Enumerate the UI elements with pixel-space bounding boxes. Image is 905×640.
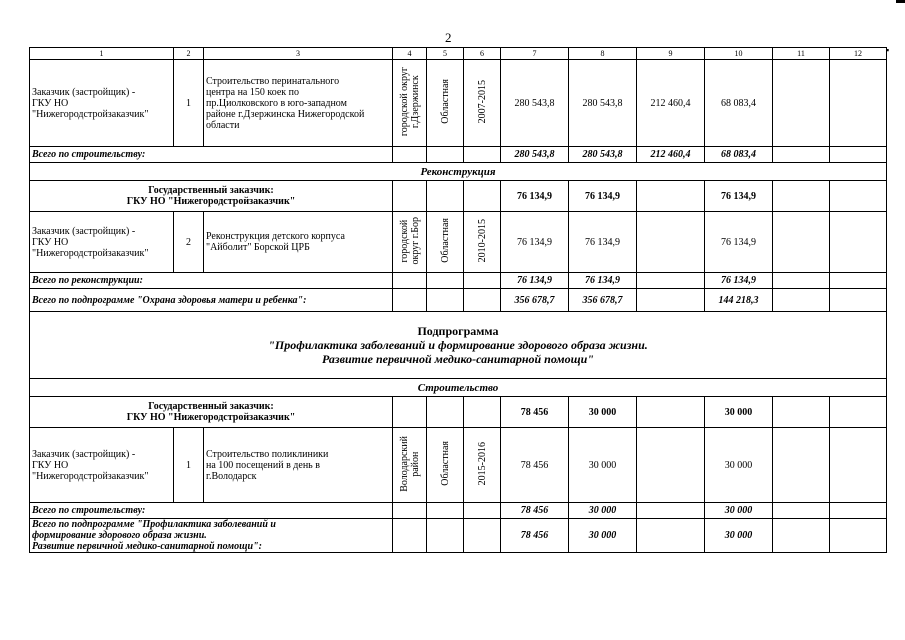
column-number: 3 bbox=[204, 48, 393, 60]
total-col8: 280 543,8 bbox=[569, 147, 637, 163]
total-row bbox=[30, 147, 887, 163]
empty-cell bbox=[464, 519, 501, 553]
value-col7: 76 134,9 bbox=[501, 212, 569, 273]
column-number: 10 bbox=[705, 48, 773, 60]
total-col10: 76 134,9 bbox=[705, 273, 773, 289]
empty-cell bbox=[773, 212, 830, 273]
column-number: 11 bbox=[773, 48, 830, 60]
total-col7: 78 456 bbox=[501, 503, 569, 519]
empty-cell bbox=[830, 273, 887, 289]
empty-cell bbox=[830, 147, 887, 163]
total-row bbox=[30, 503, 887, 519]
customer-cell: Заказчик (застройщик) - ГКУ НО "Нижегородстройзаказчик" bbox=[30, 428, 174, 503]
state-customer-label: Государственный заказчик: ГКУ НО "Нижегородстройзаказчик" bbox=[30, 397, 393, 428]
subprogram-total-label: Всего по подпрограмме "Профилактика заболеваний и формирование здорового образа жизни. Развитие первичной медико-санитарной помощи": bbox=[30, 519, 393, 553]
value-col7: 78 456 bbox=[501, 397, 569, 428]
value-col10: 30 000 bbox=[705, 397, 773, 428]
column-number: 1 bbox=[30, 48, 174, 60]
value-col8: 280 543,8 bbox=[569, 60, 637, 147]
municipality-cell bbox=[393, 428, 427, 503]
empty-cell bbox=[637, 181, 705, 212]
empty-cell bbox=[393, 519, 427, 553]
row-number: 1 bbox=[174, 428, 204, 503]
subprogram-heading bbox=[30, 312, 887, 379]
section-title: Строительство bbox=[30, 379, 887, 397]
municipality-cell bbox=[393, 212, 427, 273]
budget-text: Областная bbox=[439, 79, 451, 124]
empty-cell bbox=[393, 503, 427, 519]
total-col7: 356 678,7 bbox=[501, 289, 569, 312]
total-col8: 76 134,9 bbox=[569, 273, 637, 289]
section-title: Реконструкция bbox=[30, 163, 887, 181]
municipality-text: Володарский район bbox=[398, 435, 421, 492]
empty-cell bbox=[427, 289, 464, 312]
total-label: Всего по строительству: bbox=[30, 503, 393, 519]
subprogram-total-row bbox=[30, 519, 887, 553]
empty-cell bbox=[773, 60, 830, 147]
empty-cell bbox=[773, 289, 830, 312]
empty-cell bbox=[427, 397, 464, 428]
row-number: 2 bbox=[174, 212, 204, 273]
total-label: Всего по реконструкции: bbox=[30, 273, 393, 289]
side-mark: ▪ bbox=[886, 45, 890, 55]
total-col10: 30 000 bbox=[705, 519, 773, 553]
empty-cell bbox=[773, 519, 830, 553]
column-number: 9 bbox=[637, 48, 705, 60]
empty-cell bbox=[830, 503, 887, 519]
value-col8: 76 134,9 bbox=[569, 181, 637, 212]
column-number: 7 bbox=[501, 48, 569, 60]
state-customer-row bbox=[30, 397, 887, 428]
column-number: 4 bbox=[393, 48, 427, 60]
value-col9: 212 460,4 bbox=[637, 60, 705, 147]
value-col7: 280 543,8 bbox=[501, 60, 569, 147]
period-cell bbox=[464, 60, 501, 147]
empty-cell bbox=[464, 289, 501, 312]
empty-cell bbox=[637, 212, 705, 273]
empty-cell bbox=[830, 519, 887, 553]
column-number: 12 bbox=[830, 48, 887, 60]
subprogram-total-row bbox=[30, 289, 887, 312]
empty-cell bbox=[637, 397, 705, 428]
state-customer-label: Государственный заказчик: ГКУ НО "Нижегородстройзаказчик" bbox=[30, 181, 393, 212]
empty-cell bbox=[773, 273, 830, 289]
empty-cell bbox=[830, 428, 887, 503]
object-name: Реконструкция детского корпуса "Айболит" Борской ЦРБ bbox=[204, 212, 393, 273]
empty-cell bbox=[464, 503, 501, 519]
empty-cell bbox=[393, 397, 427, 428]
total-col8: 30 000 bbox=[569, 519, 637, 553]
total-label: Всего по строительству: bbox=[30, 147, 393, 163]
total-col7: 280 543,8 bbox=[501, 147, 569, 163]
table-row bbox=[30, 212, 887, 273]
value-col10: 76 134,9 bbox=[705, 181, 773, 212]
empty-cell bbox=[830, 60, 887, 147]
empty-cell bbox=[637, 503, 705, 519]
subprogram-name-line1: "Профилактика заболеваний и формирование здорового образа жизни. bbox=[268, 338, 648, 352]
table-row bbox=[30, 428, 887, 503]
total-col8: 356 678,7 bbox=[569, 289, 637, 312]
empty-cell bbox=[464, 273, 501, 289]
column-number: 2 bbox=[174, 48, 204, 60]
investment-table bbox=[29, 45, 890, 553]
empty-cell bbox=[427, 147, 464, 163]
budget-cell bbox=[427, 212, 464, 273]
period-cell bbox=[464, 212, 501, 273]
object-name: Строительство перинатального центра на 150 коек по пр.Циолковского в юго-западном районе г.Дзержинска Нижегородской области bbox=[204, 60, 393, 147]
total-col9: 212 460,4 bbox=[637, 147, 705, 163]
empty-cell bbox=[830, 212, 887, 273]
total-col7: 76 134,9 bbox=[501, 273, 569, 289]
subprogram-title: Подпрограмма bbox=[417, 324, 499, 338]
total-row bbox=[30, 273, 887, 289]
empty-cell bbox=[393, 273, 427, 289]
empty-cell bbox=[464, 147, 501, 163]
period-text: 2010-2015 bbox=[476, 218, 488, 263]
value-col10: 76 134,9 bbox=[705, 212, 773, 273]
value-col8: 76 134,9 bbox=[569, 212, 637, 273]
subprogram-total-label: Всего по подпрограмме "Охрана здоровья матери и ребенка": bbox=[30, 289, 393, 312]
municipality-cell bbox=[393, 60, 427, 147]
empty-cell bbox=[393, 147, 427, 163]
empty-cell bbox=[773, 181, 830, 212]
value-col7: 76 134,9 bbox=[501, 181, 569, 212]
object-name: Строительство поликлиники на 100 посещений в день в г.Володарск bbox=[204, 428, 393, 503]
budget-cell bbox=[427, 428, 464, 503]
section-row bbox=[30, 379, 887, 397]
value-col8: 30 000 bbox=[569, 397, 637, 428]
total-col10: 68 083,4 bbox=[705, 147, 773, 163]
subprogram-name-line2: Развитие первичной медико-санитарной помощи" bbox=[322, 352, 594, 366]
empty-cell bbox=[637, 428, 705, 503]
subprogram-heading-row bbox=[30, 312, 887, 379]
total-col10: 30 000 bbox=[705, 503, 773, 519]
municipality-text: городской округ г.Дзержинск bbox=[398, 66, 421, 137]
column-number: 6 bbox=[464, 48, 501, 60]
empty-cell bbox=[427, 273, 464, 289]
value-col8: 30 000 bbox=[569, 428, 637, 503]
period-cell bbox=[464, 428, 501, 503]
column-number: 8 bbox=[569, 48, 637, 60]
page-number: 2 bbox=[445, 30, 452, 45]
municipality-text: городской округ г.Бор bbox=[398, 216, 421, 265]
empty-cell bbox=[830, 181, 887, 212]
customer-cell: Заказчик (застройщик) - ГКУ НО "Нижегородстройзаказчик" bbox=[30, 212, 174, 273]
empty-cell bbox=[637, 273, 705, 289]
period-text: 2007-2015 bbox=[476, 79, 488, 124]
row-number: 1 bbox=[174, 60, 204, 147]
budget-text: Областная bbox=[439, 218, 451, 263]
empty-cell bbox=[773, 397, 830, 428]
budget-cell bbox=[427, 60, 464, 147]
empty-cell bbox=[637, 289, 705, 312]
total-col10: 144 218,3 bbox=[705, 289, 773, 312]
value-col10: 30 000 bbox=[705, 428, 773, 503]
empty-cell bbox=[464, 397, 501, 428]
budget-text: Областная bbox=[439, 441, 451, 486]
total-col7: 78 456 bbox=[501, 519, 569, 553]
empty-cell bbox=[830, 289, 887, 312]
customer-cell: Заказчик (застройщик) - ГКУ НО "Нижегородстройзаказчик" bbox=[30, 60, 174, 147]
empty-cell bbox=[427, 181, 464, 212]
section-row bbox=[30, 163, 887, 181]
empty-cell bbox=[393, 181, 427, 212]
empty-cell bbox=[464, 181, 501, 212]
empty-cell bbox=[427, 503, 464, 519]
empty-cell bbox=[393, 289, 427, 312]
empty-cell bbox=[830, 397, 887, 428]
column-number: 5 bbox=[427, 48, 464, 60]
total-col8: 30 000 bbox=[569, 503, 637, 519]
state-customer-row bbox=[30, 181, 887, 212]
period-text: 2015-2016 bbox=[476, 441, 488, 486]
value-col7: 78 456 bbox=[501, 428, 569, 503]
empty-cell bbox=[637, 519, 705, 553]
value-col10: 68 083,4 bbox=[705, 60, 773, 147]
empty-cell bbox=[773, 503, 830, 519]
table-row bbox=[30, 60, 887, 147]
empty-cell bbox=[773, 428, 830, 503]
corner-mark bbox=[896, 0, 905, 3]
column-number-row bbox=[30, 48, 887, 60]
empty-cell bbox=[427, 519, 464, 553]
empty-cell bbox=[773, 147, 830, 163]
